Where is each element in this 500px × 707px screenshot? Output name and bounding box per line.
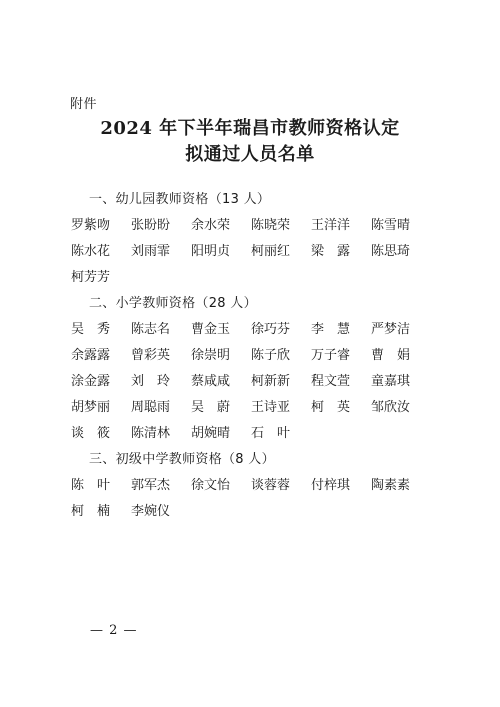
person-name: 余水荣 [191, 218, 231, 233]
person-name: 罗紫吻 [71, 218, 111, 233]
person-name: 李婉仪 [131, 504, 171, 519]
person-name: 陈子欣 [251, 348, 291, 363]
person-name: 曹娟 [371, 348, 424, 363]
attachment-label: 附件 [70, 97, 98, 112]
person-name: 阳明贞 [191, 244, 231, 259]
person-name: 陈雪晴 [371, 218, 411, 233]
section-heading: 三、初级中学教师资格（8 人） [89, 452, 275, 467]
person-name: 严梦洁 [371, 322, 411, 337]
person-name: 柯英 [311, 400, 364, 415]
person-name: 张盼盼 [131, 218, 171, 233]
person-name: 王洋洋 [311, 218, 351, 233]
name-list-sections [0, 187, 500, 525]
person-name: 周聪雨 [131, 400, 171, 415]
person-name: 郭军杰 [131, 478, 171, 493]
document-title-line-2: 拟通过人员名单 [185, 144, 315, 165]
person-name: 胡婉晴 [191, 426, 231, 441]
person-name: 童嘉琪 [371, 374, 411, 389]
name-list [71, 213, 431, 291]
person-name: 陈清林 [131, 426, 171, 441]
page-number: — 2 — [90, 623, 138, 638]
person-name: 谈筱 [71, 426, 124, 441]
person-name: 吴蔚 [191, 400, 244, 415]
document-title-line-1: 2024 年下半年瑞昌市教师资格认定 [100, 118, 400, 139]
person-name: 柯芳芳 [71, 270, 111, 285]
person-name: 陶素素 [371, 478, 411, 493]
person-name: 吴秀 [71, 322, 124, 337]
person-name: 程文萱 [311, 374, 351, 389]
person-name: 谈蓉蓉 [251, 478, 291, 493]
person-name: 陈志名 [131, 322, 171, 337]
person-name: 徐崇明 [191, 348, 231, 363]
person-name: 王诗亚 [251, 400, 291, 415]
person-name: 柯丽红 [251, 244, 291, 259]
name-list [71, 473, 431, 525]
person-name: 曹金玉 [191, 322, 231, 337]
person-name: 曾彩英 [131, 348, 171, 363]
person-name: 刘雨霏 [131, 244, 171, 259]
person-name: 李慧 [311, 322, 364, 337]
person-name: 余露露 [71, 348, 111, 363]
person-name: 陈水花 [71, 244, 111, 259]
section-heading: 二、小学教师资格（28 人） [89, 296, 257, 311]
person-name: 石叶 [251, 426, 304, 441]
section-heading: 一、幼儿园教师资格（13 人） [89, 192, 271, 207]
name-list [71, 317, 431, 447]
person-name: 万子睿 [311, 348, 351, 363]
person-name: 涂金露 [71, 374, 111, 389]
person-name: 徐文怡 [191, 478, 231, 493]
person-name: 刘玲 [131, 374, 184, 389]
person-name: 邹欣汝 [371, 400, 411, 415]
person-name: 梁露 [311, 244, 364, 259]
person-name: 付梓琪 [311, 478, 351, 493]
person-name: 陈思琦 [371, 244, 411, 259]
person-name: 胡梦丽 [71, 400, 111, 415]
person-name: 徐巧芬 [251, 322, 291, 337]
person-name: 陈叶 [71, 478, 124, 493]
person-name: 蔡咸咸 [191, 374, 231, 389]
person-name: 柯楠 [71, 504, 124, 519]
person-name: 陈晓荣 [251, 218, 291, 233]
person-name: 柯新新 [251, 374, 291, 389]
